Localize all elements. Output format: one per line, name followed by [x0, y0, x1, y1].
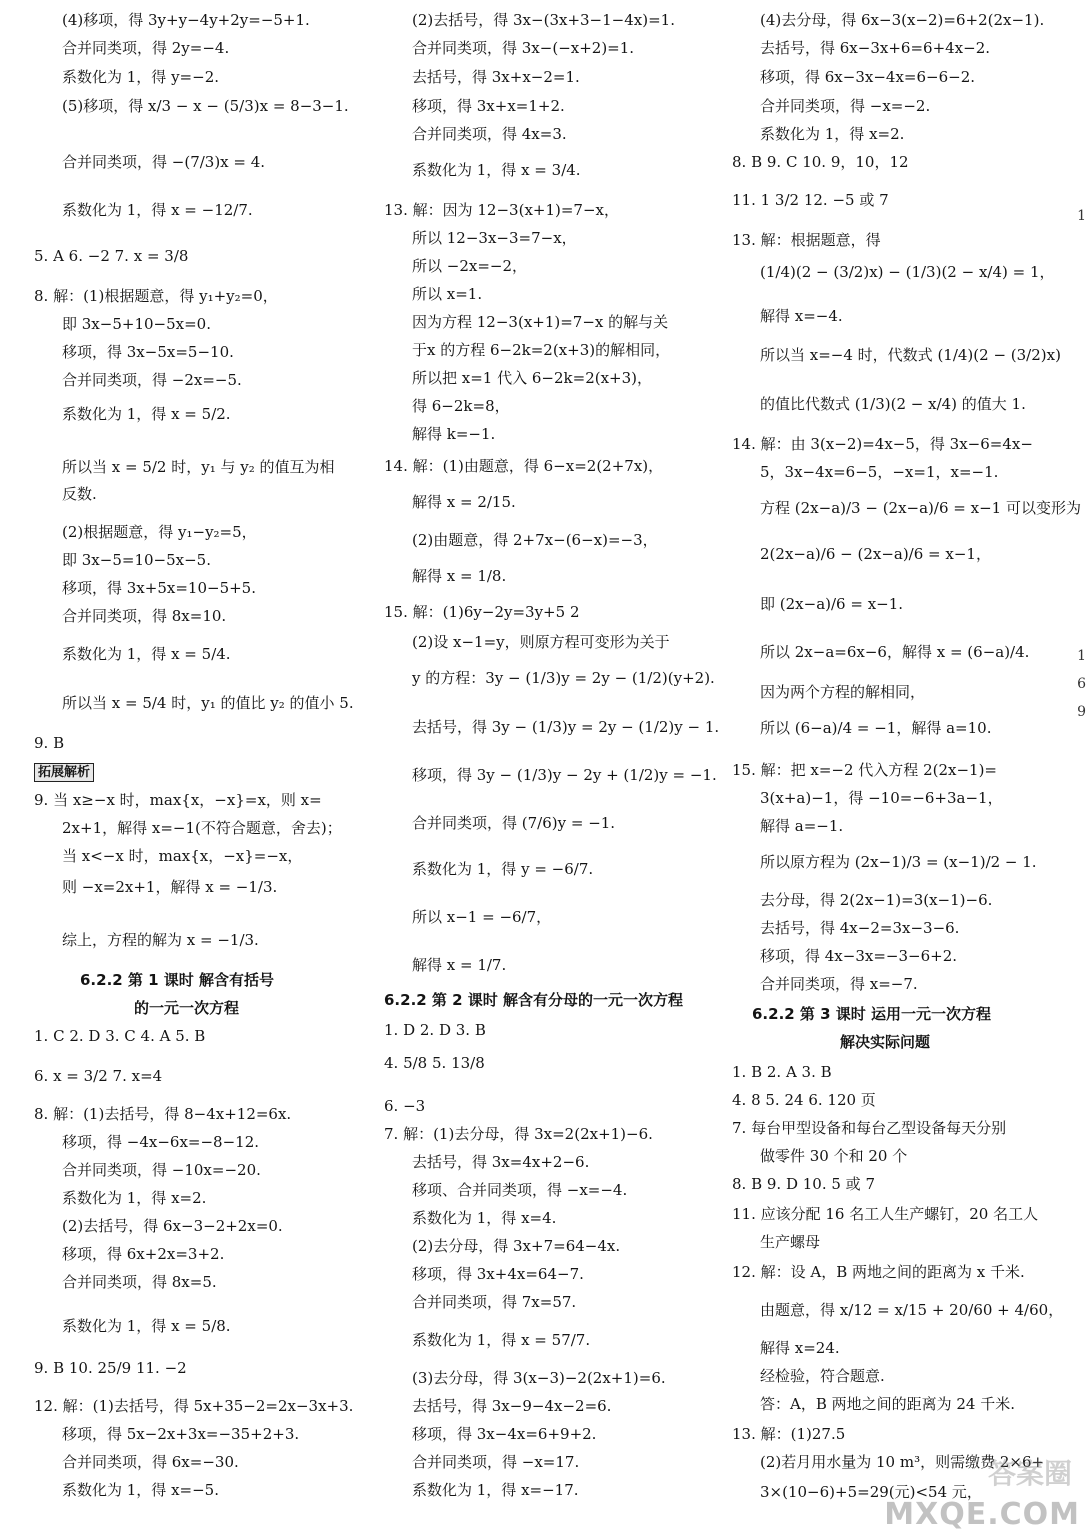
answer-line: 系数化为 1，得 x = −12/7.: [62, 201, 253, 219]
answer-line: 5. A 6. −2 7. x = 3/8: [34, 247, 189, 265]
answer-line: 所以当 x = 5/4 时，y₁ 的值比 y₂ 的值小 5.: [62, 694, 354, 712]
answer-line: 合并同类项，得 −10x=−20.: [62, 1161, 261, 1179]
answer-line: 系数化为 1，得 x=−17.: [412, 1481, 579, 1499]
edge-mark: 1: [1077, 208, 1086, 224]
answer-line: (2)由题意，得 2+7x−(6−x)=−3，: [412, 531, 658, 549]
answer-line: 15. 解：把 x=−2 代入方程 2(2x−1)=: [732, 761, 997, 779]
answer-line: 所以 (6−a)/4 = −1，解得 a=10.: [760, 719, 992, 737]
answer-line: 生产螺母: [760, 1233, 821, 1251]
answer-line: 7. 解：(1)去分母，得 3x=2(2x+1)−6.: [384, 1125, 653, 1143]
answer-line: 系数化为 1，得 x=−5.: [62, 1481, 219, 1499]
answer-line: 所以 12−3x−3=7−x，: [412, 229, 577, 247]
answer-line: 所以把 x=1 代入 6−2k=2(x+3)，: [412, 369, 653, 387]
answer-line: 于x 的方程 6−2k=2(x+3)的解相同，: [412, 341, 671, 359]
answer-line: 去括号，得 3x+x−2=1.: [412, 68, 580, 86]
answer-line: 去括号，得 3y − (1/3)y = 2y − (1/2)y − 1.: [412, 718, 720, 736]
answer-line: 合并同类项，得 (7/6)y = −1.: [412, 814, 616, 832]
answer-line: 合并同类项，得 −(7/3)x = 4.: [62, 153, 266, 171]
answer-line: 移项，得 6x+2x=3+2.: [62, 1245, 225, 1263]
answer-line: 解得 a=−1.: [760, 817, 844, 835]
answer-line: 移项，得 3x+x=1+2.: [412, 97, 565, 115]
answer-line: 所以 x=1.: [412, 285, 483, 303]
answer-line: 反数.: [62, 485, 97, 503]
answer-line: 12. 解：(1)去括号，得 5x+35−2=2x−3x+3.: [34, 1397, 354, 1415]
answer-line: 合并同类项，得 8x=5.: [62, 1273, 217, 1291]
answer-line: 2(2x−a)/6 − (2x−a)/6 = x−1，: [760, 545, 991, 563]
answer-line: (2)若月用水量为 10 m³，则需缴费 2×6+: [760, 1453, 1045, 1471]
answer-line: 去括号，得 4x−2=3x−3−6.: [760, 919, 960, 937]
answer-line: 系数化为 1，得 x = 57/7.: [412, 1331, 591, 1349]
answer-line: 移项，得 −4x−6x=−8−12.: [62, 1133, 260, 1151]
answer-line: (2)设 x−1=y，则原方程可变形为关于: [412, 633, 670, 651]
answer-line: 解得 x = 2/15.: [412, 493, 516, 511]
answer-line: 即 3x−5=10−5x−5.: [62, 551, 211, 569]
answer-line: (2)去分母，得 3x+7=64−4x.: [412, 1237, 621, 1255]
answer-line: 3(x+a)−1，得 −10=−6+3a−1，: [760, 789, 1003, 807]
answer-line: 4. 8 5. 24 6. 120 页: [732, 1091, 876, 1109]
edge-mark: 1: [1077, 648, 1086, 664]
answer-line: 所以 x−1 = −6/7，: [412, 908, 552, 926]
answer-line: 移项，得 4x−3x=−3−6+2.: [760, 947, 958, 965]
answer-line: 所以 −2x=−2，: [412, 257, 528, 275]
answer-line: 移项，得 3x+4x=64−7.: [412, 1265, 584, 1283]
answer-line: 移项，得 3x+5x=10−5+5.: [62, 579, 256, 597]
answer-line: 合并同类项，得 6x=−30.: [62, 1453, 239, 1471]
answer-line: 因为两个方程的解相同，: [760, 683, 926, 701]
answer-line: 解得 x=24.: [760, 1339, 840, 1357]
answer-line: 综上，方程的解为 x = −1/3.: [62, 931, 259, 949]
answer-line: 去括号，得 6x−3x+6=6+4x−2.: [760, 39, 991, 57]
answer-line: (3)去分母，得 3(x−3)−2(2x+1)=6.: [412, 1369, 666, 1387]
answer-line: (4)移项，得 3y+y−4y+2y=−5+1.: [62, 11, 310, 29]
answer-line: 3×(10−6)+5=29(元)<54 元，: [760, 1483, 982, 1501]
answer-line: 合并同类项，得 7x=57.: [412, 1293, 577, 1311]
answer-line: 即 (2x−a)/6 = x−1.: [760, 595, 904, 613]
answer-line: 合并同类项，得 −2x=−5.: [62, 371, 242, 389]
answer-line: 11. 1 3/2 12. −5 或 7: [732, 191, 889, 209]
answer-line: 6. x = 3/2 7. x=4: [34, 1067, 163, 1085]
answer-line: 系数化为 1，得 x = 5/8.: [62, 1317, 231, 1335]
section-heading: 解决实际问题: [840, 1033, 931, 1051]
section-tag: 拓展解析: [34, 763, 94, 782]
answer-line: 1. B 2. A 3. B: [732, 1063, 832, 1081]
answer-line: (4)去分母，得 6x−3(x−2)=6+2(2x−1).: [760, 11, 1045, 29]
answer-line: 系数化为 1，得 x = 5/4.: [62, 645, 231, 663]
answer-line: 移项，得 6x−3x−4x=6−6−2.: [760, 68, 976, 86]
answer-line: 合并同类项，得 −x=17.: [412, 1453, 580, 1471]
answer-line: 合并同类项，得 x=−7.: [760, 975, 918, 993]
answer-line: 系数化为 1，得 x=2.: [62, 1189, 207, 1207]
answer-line: (2)根据题意，得 y₁−y₂=5，: [62, 523, 257, 541]
answer-line: 合并同类项，得 4x=3.: [412, 125, 567, 143]
answer-line: 9. B: [34, 734, 65, 752]
answer-line: (5)移项，得 x/3 − x − (5/3)x = 8−3−1.: [62, 97, 349, 115]
answer-line: (1/4)(2 − (3/2)x) − (1/3)(2 − x/4) = 1，: [760, 263, 1055, 281]
answer-line: 12. 解：设 A，B 两地之间的距离为 x 千米.: [732, 1263, 1025, 1281]
answer-line: 所以原方程为 (2x−1)/3 = (x−1)/2 − 1.: [760, 853, 1037, 871]
answer-line: 解得 x = 1/7.: [412, 956, 507, 974]
answer-line: 移项，得 3x−5x=5−10.: [62, 343, 234, 361]
answer-line: 系数化为 1，得 x=4.: [412, 1209, 557, 1227]
answer-line: 做零件 30 个和 20 个: [760, 1147, 908, 1165]
answer-line: 即 3x−5+10−5x=0.: [62, 315, 211, 333]
answer-line: 4. 5/8 5. 13/8: [384, 1054, 485, 1072]
answer-line: 解得 k=−1.: [412, 425, 496, 443]
answer-line: 15. 解：(1)6y−2y=3y+5 2: [384, 603, 580, 621]
edge-mark: 9: [1077, 704, 1086, 720]
answer-line: 去分母，得 2(2x−1)=3(x−1)−6.: [760, 891, 993, 909]
answer-line: 所以 2x−a=6x−6，解得 x = (6−a)/4.: [760, 643, 1030, 661]
answer-line: 移项，得 3x−4x=6+9+2.: [412, 1425, 597, 1443]
answer-line: 11. 应该分配 16 名工人生产螺钉，20 名工人: [732, 1205, 1039, 1223]
answer-line: 移项，得 5x−2x+3x=−35+2+3.: [62, 1425, 300, 1443]
answer-line: 当 x<−x 时，max{x，−x}=−x，: [62, 847, 303, 865]
answer-line: 方程 (2x−a)/3 − (2x−a)/6 = x−1 可以变形为: [760, 499, 1081, 517]
answer-line: 由题意，得 x/12 = x/15 + 20/60 + 4/60，: [760, 1301, 1064, 1319]
answer-line: 系数化为 1，得 y = −6/7.: [412, 860, 594, 878]
answer-line: 系数化为 1，得 x=2.: [760, 125, 905, 143]
answer-line: 8. 解：(1)根据题意，得 y₁+y₂=0，: [34, 287, 278, 305]
answer-line: 13. 解：根据题意，得: [732, 231, 881, 249]
section-heading: 6.2.2 第 3 课时 运用一元一次方程: [752, 1005, 992, 1023]
answer-line: 1. C 2. D 3. C 4. A 5. B: [34, 1027, 206, 1045]
watermark-logo: 答案圈: [987, 1457, 1072, 1490]
answer-line: 14. 解：由 3(x−2)=4x−5，得 3x−6=4x−: [732, 435, 1033, 453]
answer-line: 解得 x=−4.: [760, 307, 843, 325]
answer-line: 移项、合并同类项，得 −x=−4.: [412, 1181, 628, 1199]
section-heading: 6.2.2 第 2 课时 解含有分母的一元一次方程: [384, 991, 684, 1009]
answer-line: 2x+1，解得 x=−1(不符合题意，舍去)；: [62, 819, 342, 837]
section-heading: 的一元一次方程: [134, 999, 240, 1017]
answer-line: 合并同类项，得 −x=−2.: [760, 97, 931, 115]
answer-line: 合并同类项，得 8x=10.: [62, 607, 227, 625]
answer-line: 所以当 x=−4 时，代数式 (1/4)(2 − (3/2)x): [760, 346, 1061, 364]
answer-line: 8. 解：(1)去括号，得 8−4x+12=6x.: [34, 1105, 292, 1123]
answer-line: 9. 当 x≥−x 时，max{x，−x}=x，则 x=: [34, 791, 322, 809]
answer-line: 经检验，符合题意.: [760, 1367, 885, 1385]
answer-line: 系数化为 1，得 x = 5/2.: [62, 405, 231, 423]
answer-line: 系数化为 1，得 y=−2.: [62, 68, 220, 86]
answer-line: 13. 解：因为 12−3(x+1)=7−x，: [384, 201, 620, 219]
answer-line: 1. D 2. D 3. B: [384, 1021, 486, 1039]
answer-line: 9. B 10. 25/9 11. −2: [34, 1359, 187, 1377]
answer-line: y 的方程：3y − (1/3)y = 2y − (1/2)(y+2).: [412, 669, 715, 687]
answer-line: 答：A，B 两地之间的距离为 24 千米.: [760, 1395, 1016, 1413]
answer-line: 移项，得 3y − (1/3)y − 2y + (1/2)y = −1.: [412, 766, 717, 784]
answer-line: (2)去括号，得 3x−(3x+3−1−4x)=1.: [412, 11, 675, 29]
answer-line: 因为方程 12−3(x+1)=7−x 的解与关: [412, 313, 669, 331]
answer-line: 7. 每台甲型设备和每台乙型设备每天分别: [732, 1119, 1007, 1137]
answer-line: 13. 解：(1)27.5: [732, 1425, 846, 1443]
answer-line: 解得 x = 1/8.: [412, 567, 507, 585]
answer-line: 8. B 9. C 10. 9，10，12: [732, 153, 909, 171]
section-heading: 6.2.2 第 1 课时 解含有括号: [80, 971, 275, 989]
watermark: MXQE.COM: [884, 1497, 1080, 1532]
answer-line: 8. B 9. D 10. 5 或 7: [732, 1175, 875, 1193]
answer-line: 得 6−2k=8，: [412, 397, 510, 415]
answer-line: 所以当 x = 5/2 时，y₁ 与 y₂ 的值互为相: [62, 458, 335, 476]
answer-line: 则 −x=2x+1，解得 x = −1/3.: [62, 878, 278, 896]
answer-line: 5，3x−4x=6−5，−x=1，x=−1.: [760, 463, 999, 481]
answer-line: 合并同类项，得 2y=−4.: [62, 39, 230, 57]
answer-line: 系数化为 1，得 x = 3/4.: [412, 161, 581, 179]
answer-line: (2)去括号，得 6x−3−2+2x=0.: [62, 1217, 283, 1235]
answer-line: 14. 解：(1)由题意，得 6−x=2(2+7x)，: [384, 457, 664, 475]
answer-line: 的值比代数式 (1/3)(2 − x/4) 的值大 1.: [760, 395, 1026, 413]
answer-line: 去括号，得 3x=4x+2−6.: [412, 1153, 590, 1171]
edge-mark: 6: [1077, 676, 1086, 692]
answer-line: 合并同类项，得 3x−(−x+2)=1.: [412, 39, 635, 57]
answer-line: 6. −3: [384, 1097, 426, 1115]
answer-line: 去括号，得 3x−9−4x−2=6.: [412, 1397, 612, 1415]
